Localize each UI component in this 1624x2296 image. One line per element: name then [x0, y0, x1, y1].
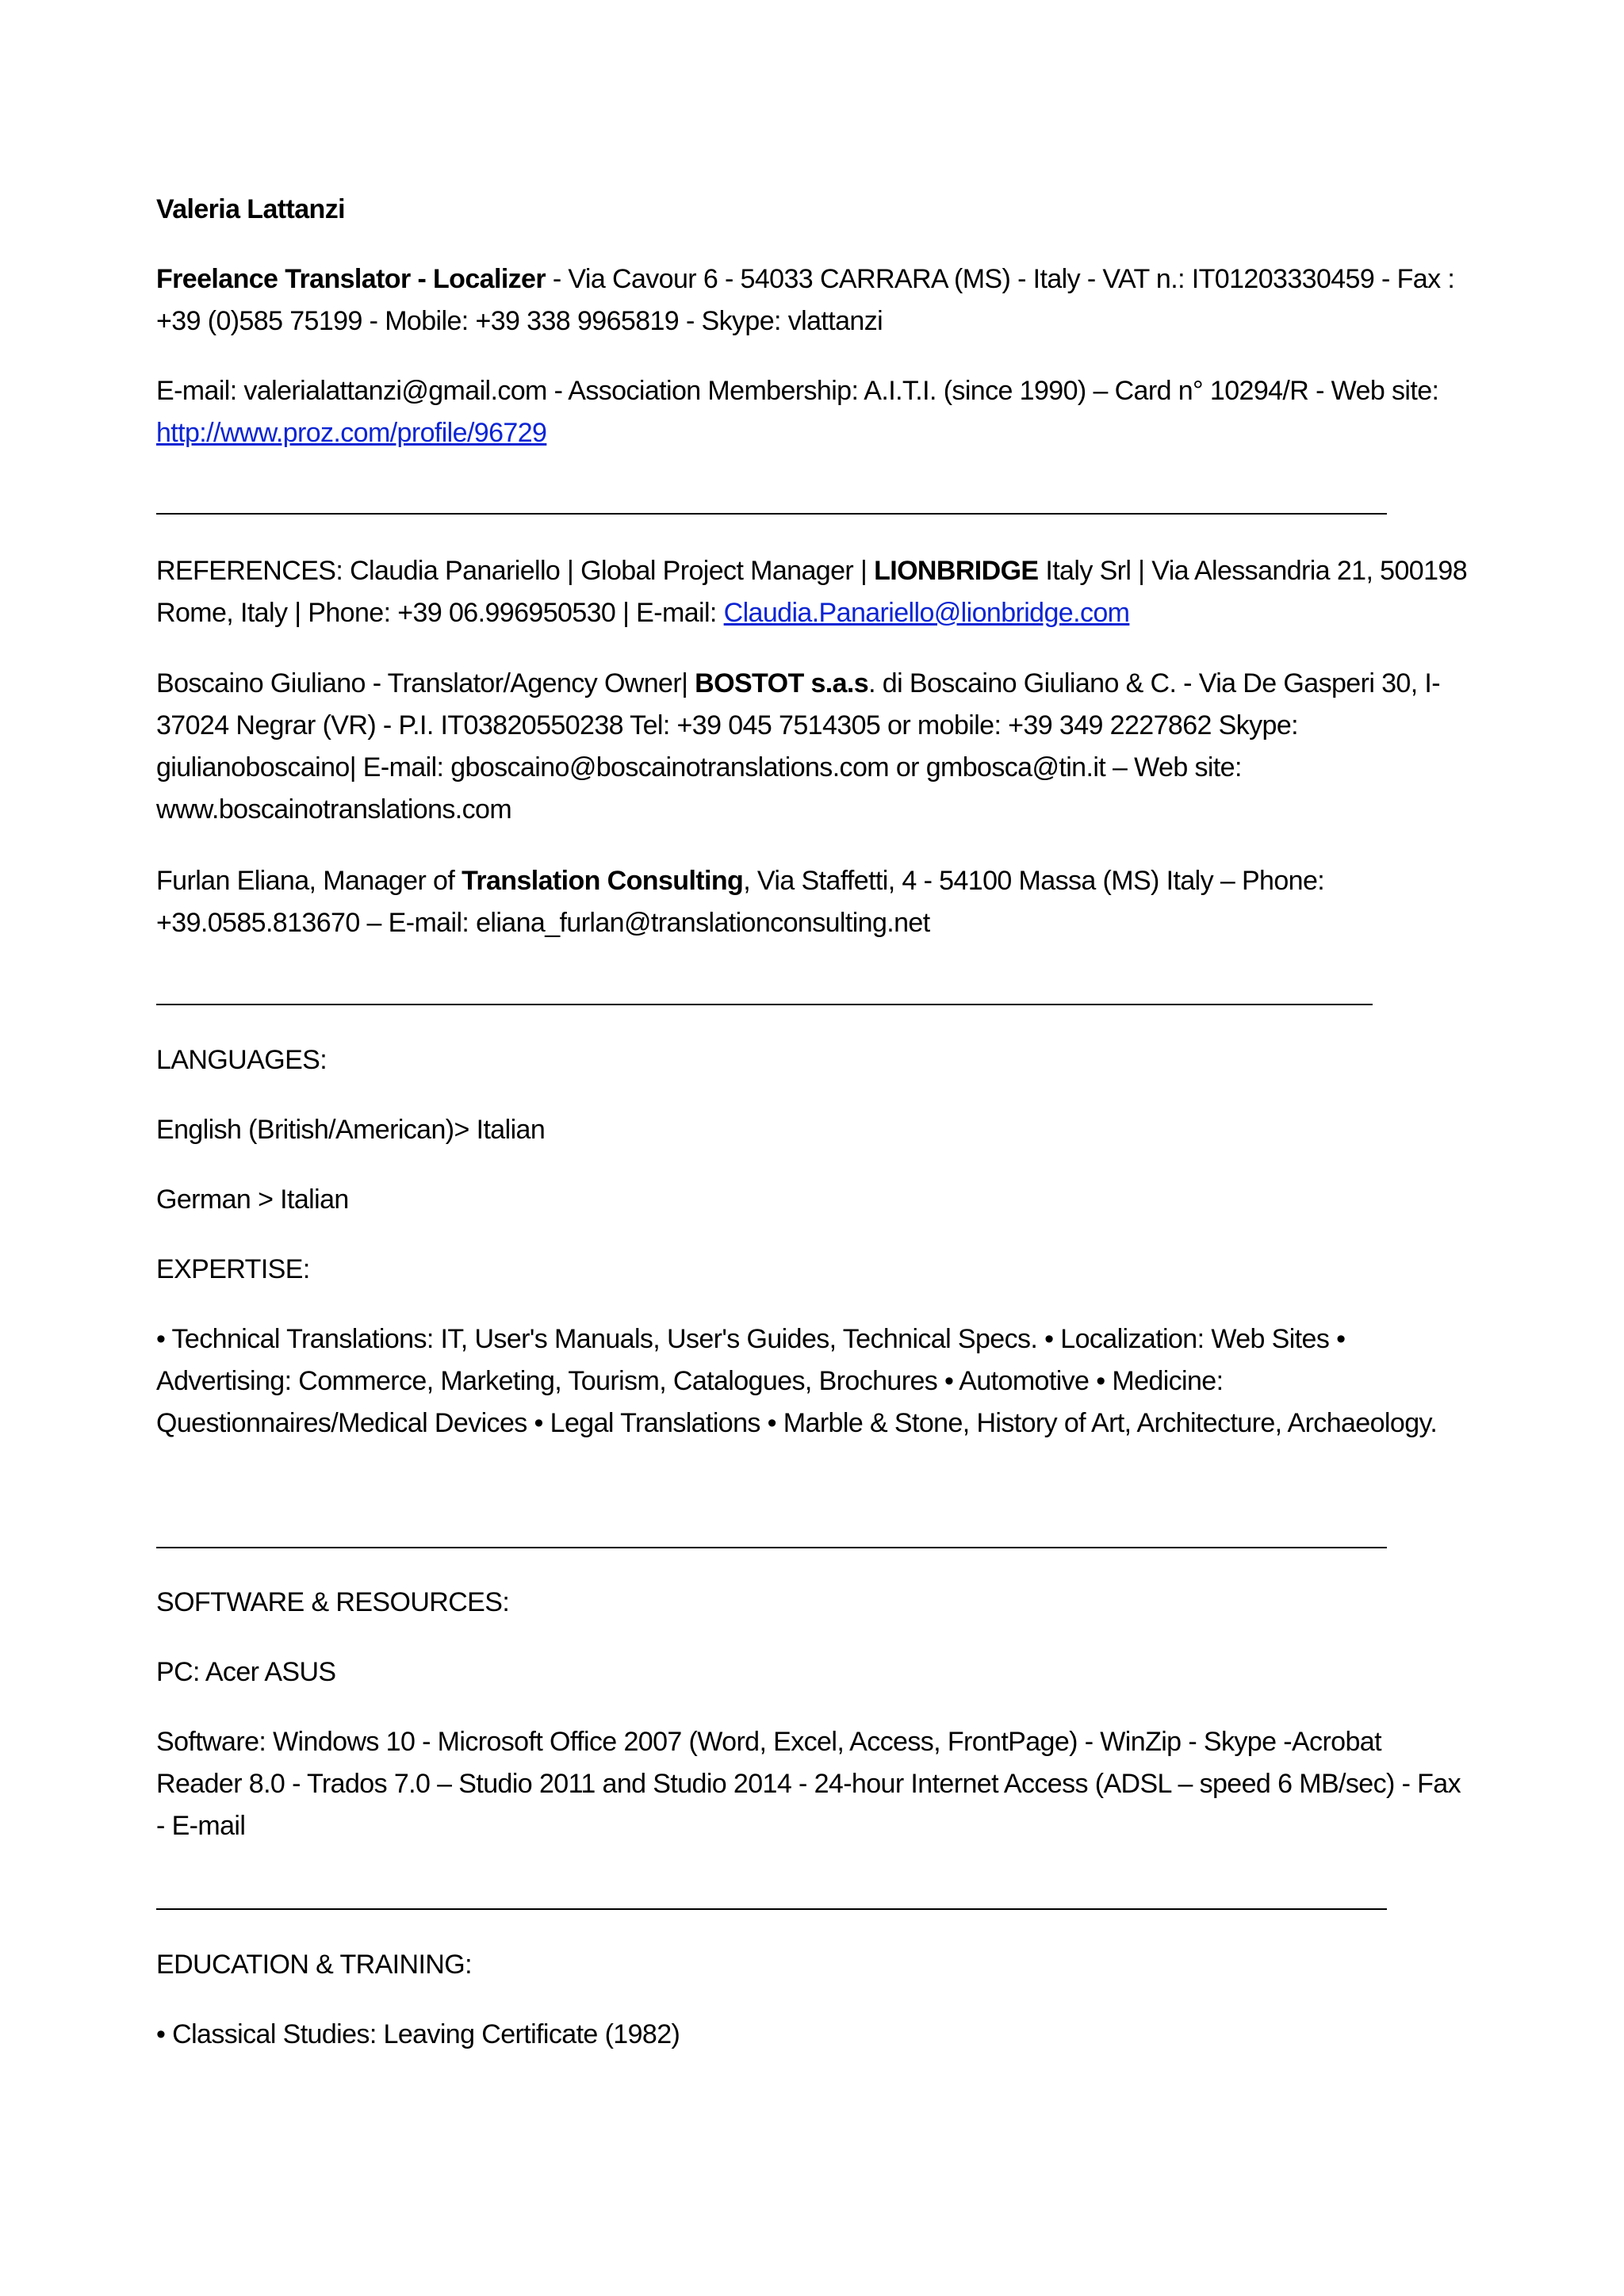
email-membership-text: E-mail: valerialattanzi@gmail.com - Association Membership: A.I.T.I. (since 1990) – Card n° 10294/R - Web site:: [156, 376, 1439, 406]
separator-rule: [156, 1908, 1387, 1910]
reference-bostot: [156, 663, 1473, 831]
contact-paragraph: [156, 258, 1473, 342]
language-pair-english: English (British/American)> Italian: [156, 1115, 546, 1145]
reference-lionbridge: [156, 550, 1473, 634]
expertise-text: • Technical Translations: IT, User's Manuals, User's Guides, Technical Specs. • Localization: Web Sites • Advertising: Commerce, Marketing, Tourism, Catalogues, Brochures • Automotive • Medicine: Questionnaires/Medical Devices • Legal Translations • Marble & Stone, History of Art, Architecture, Archaeology.: [156, 1324, 1438, 1438]
pc-info: PC: Acer ASUS: [156, 1657, 336, 1687]
software-text: Software: Windows 10 - Microsoft Office 2007 (Word, Excel, Access, FrontPage) - WinZip - Skype -Acrobat Reader 8.0 - Trados 7.0 – Studio 2011 and Studio 2014 - 24-hour Internet Access (ADSL – speed 6 MB/sec) - Fax - E-mail: [156, 1727, 1461, 1841]
company-name: LIONBRIDGE: [874, 556, 1039, 586]
education-heading: EDUCATION & TRAINING:: [156, 1950, 472, 1980]
lionbridge-email-link[interactable]: Claudia.Panariello@lionbridge.com: [723, 598, 1130, 628]
job-title: Freelance Translator - Localizer: [156, 264, 546, 294]
company-name: Translation Consulting: [462, 866, 744, 896]
document-page: [156, 0, 1473, 2296]
reference-text: Boscaino Giuliano - Translator/Agency Owner|: [156, 668, 695, 698]
separator-rule: [156, 1547, 1387, 1548]
reference-text: REFERENCES: Claudia Panariello | Global Project Manager |: [156, 556, 875, 586]
reference-translation-consulting: [156, 860, 1473, 944]
language-pair-german: German > Italian: [156, 1184, 349, 1215]
separator-rule: [156, 513, 1387, 515]
languages-heading: LANGUAGES:: [156, 1045, 327, 1075]
reference-text: Italy Srl | Via Alessandria 21, 500198 Rome, Italy | Phone: +39 06.996950530 | E-mail:: [156, 556, 1468, 628]
contact-details: - Via Cavour 6 - 54033 CARRARA (MS) - Italy - VAT n.: IT01203330459 - Fax : +39 (0)585 75199 - Mobile: +39 338 9965819 - Skype: vlattanzi: [156, 264, 1455, 336]
reference-text: , Via Staffetti, 4 - 54100 Massa (MS) Italy – Phone: +39.0585.813670 – E-mail: eliana_furlan@translationconsulting.net: [156, 866, 1325, 938]
reference-text: . di Boscaino Giuliano & C. - Via De Gasperi 30, I-37024 Negrar (VR) - P.I. IT03820550238 Tel: +39 045 7514305 or mobile: +39 349 2227862 Skype: giulianoboscaino| E-mail: gboscaino@boscainotranslations.com or gmbosca@tin.it – Web site: www.boscainotranslations.com: [156, 668, 1440, 825]
author-name: Valeria Lattanzi: [156, 194, 345, 224]
software-heading: SOFTWARE & RESOURCES:: [156, 1587, 510, 1617]
email-paragraph: [156, 370, 1473, 454]
reference-text: Furlan Eliana, Manager of: [156, 866, 462, 896]
separator-rule: [156, 1004, 1373, 1005]
expertise-heading: EXPERTISE:: [156, 1254, 310, 1284]
company-name: BOSTOT s.a.s: [695, 668, 869, 698]
proz-profile-link[interactable]: http://www.proz.com/profile/96729: [156, 418, 547, 448]
education-item: • Classical Studies: Leaving Certificate (1982): [156, 2019, 680, 2049]
